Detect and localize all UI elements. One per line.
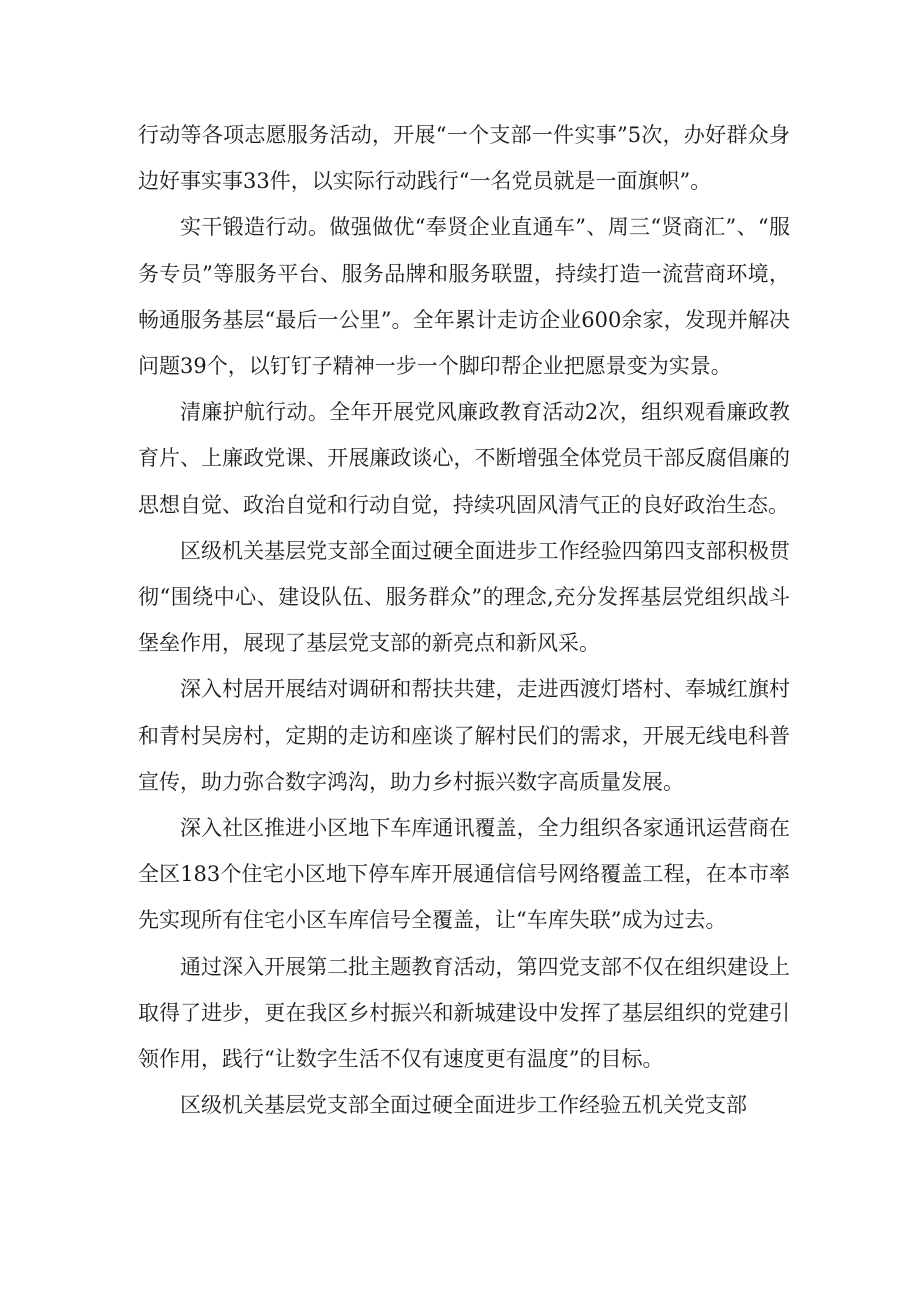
- paragraph-integrity-action: 清廉护航行动。全年开展党风廉政教育活动2次，组织观看廉政教育片、上廉政党课、开展廉政谈心，不断增强全体党员干部反腐倡廉的思想自觉、政治自觉和行动自觉，持续巩固风清气正的良好政治生态。: [138, 400, 790, 517]
- paragraph-volunteer-continuation: 行动等各项志愿服务活动，开展“一个支部一件实事”5次，办好群众身边好事实事33件，以实际行动践行“一名党员就是一面旗帜”。: [138, 123, 790, 194]
- paragraph-village-visits: 深入村居开展结对调研和帮扶共建，走进西渡灯塔村、奉城红旗村和青村吴房村，定期的走访和座谈了解村民们的需求，开展无线电科普宣传，助力弥合数字鸿沟，助力乡村振兴数字高质量发展。: [138, 677, 790, 794]
- paragraph-experience-five: 区级机关基层党支部全面过硬全面进步工作经验五机关党支部: [180, 1093, 747, 1118]
- paragraph-experience-four: 区级机关基层党支部全面过硬全面进步工作经验四第四支部积极贯彻“围绕中心、建设队伍、服务群众”的理念,充分发挥基层党组织战斗堡垒作用，展现了基层党支部的新亮点和新风采。: [138, 538, 790, 656]
- document-page: [138, 112, 790, 1128]
- paragraph-theme-education: 通过深入开展第二批主题教育活动，第四党支部不仅在组织建设上取得了进步，更在我区乡村振兴和新城建设中发挥了基层组织的党建引领作用，践行“让数字生活不仅有速度更有温度”的目标。: [138, 954, 790, 1072]
- paragraph-garage-coverage: 深入社区推进小区地下车库通讯覆盖，全力组织各家通讯运营商在全区183个住宅小区地下停车库开展通信信号网络覆盖工程，在本市率先实现所有住宅小区车库信号全覆盖，让“车库失联”成为过去。: [138, 816, 790, 933]
- paragraph-practical-action: 实干锻造行动。做强做优“奉贤企业直通车”、周三“贤商汇”、“服务专员”等服务平台、服务品牌和服务联盟，持续打造一流营商环境，畅通服务基层“最后一公里”。全年累计走访企业600余家，发现并解决问题39个，以钉钉子精神一步一个脚印帮企业把愿景变为实景。: [138, 215, 790, 379]
